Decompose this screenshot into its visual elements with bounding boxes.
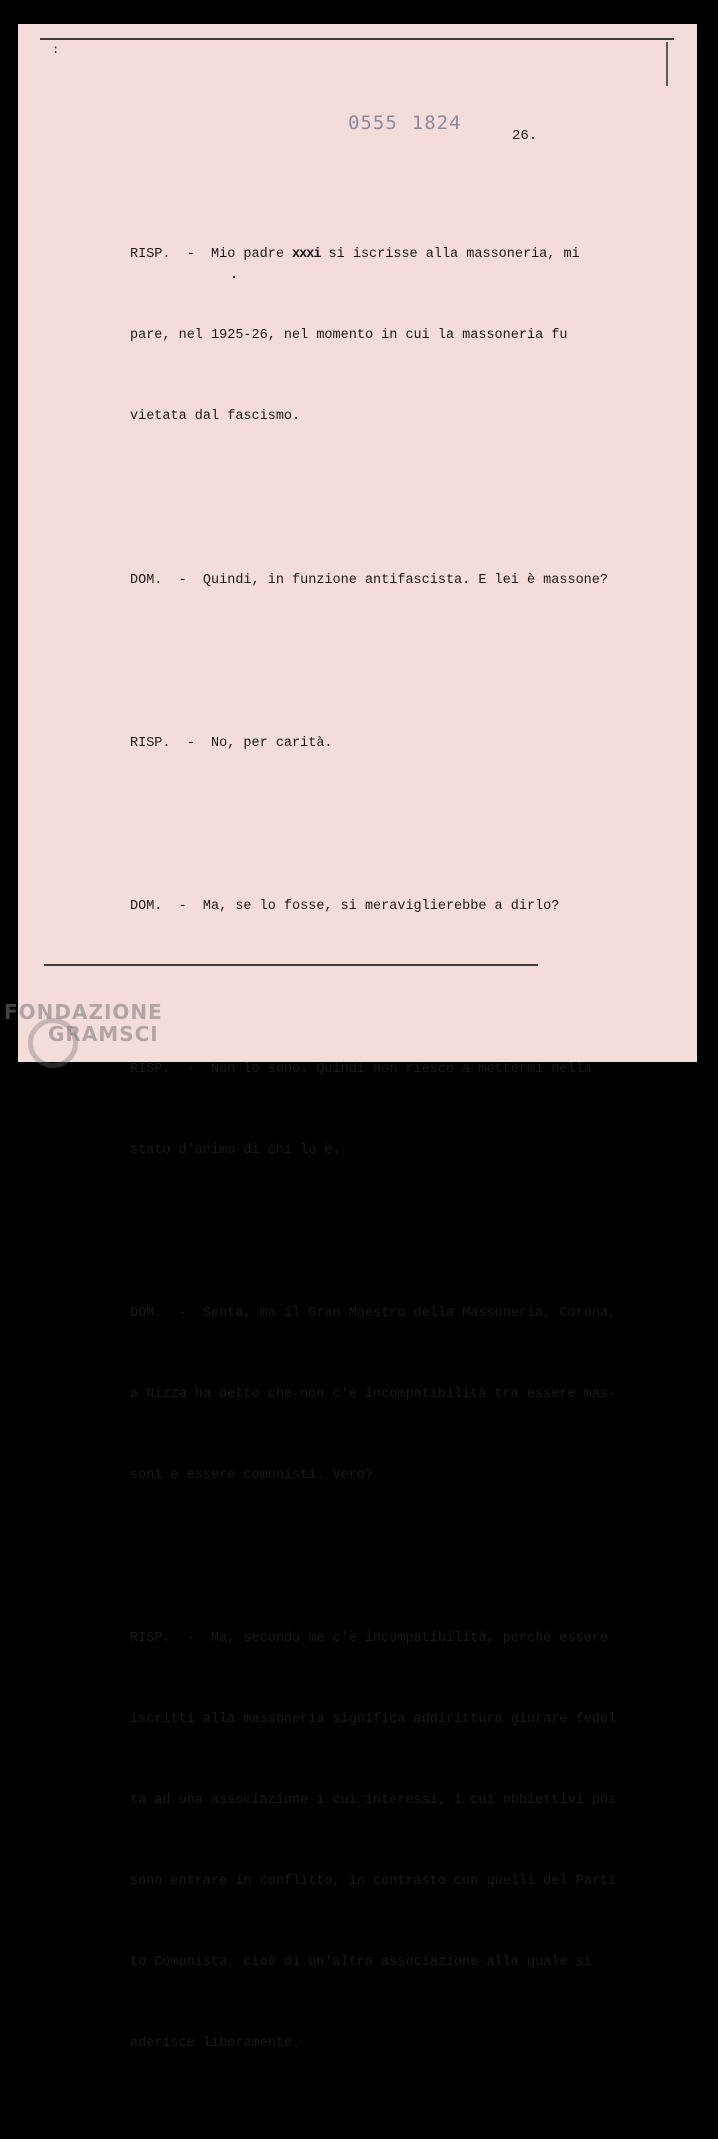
struck-out-text: xxxi [292,247,321,262]
watermark-line-2: GRAMSCI [48,1022,159,1046]
paragraph-risp-1 [130,187,640,484]
text-line: to Comunista, cioè di un'altra associazione alla quale si [130,1955,592,1970]
archive-stamp [348,112,462,134]
watermark-line-1: FONDAZIONE [4,1000,163,1024]
text-line: sono entrare in conflitto, in contrasto con quelli del Parti [130,1874,617,1889]
text-line: vietata dal fascismo. [130,409,301,424]
top-rule [40,38,674,40]
text-line: DOM. - Senta, ma il Gran Maestro della Massoneria, Corona, [130,1306,617,1321]
transcript-body [130,187,640,2139]
text-line: soni e essere comunisti. Vero? [130,1468,374,1483]
stamp-number-left: 0555 [348,112,398,134]
paragraph-dom-2 [130,839,640,974]
edge-mark [666,42,668,86]
stamp-number-right: 1824 [411,112,462,134]
text-line: stato d'animo di chi lo è. [130,1143,341,1158]
bottom-rule [44,964,538,966]
paragraph-dom-3 [130,1246,640,1543]
paragraph-risp-2 [130,676,640,811]
text-line: RISP. - Mio padre xxxi si iscrisse alla massoneria, mi [130,247,580,262]
text-line: RISP. - Non lo sono. Quindi non riesco a mettermi nella [130,1062,592,1077]
text-line: RISP. - Ma, secondo me c'è incompatibilità, perchè essere [130,1631,608,1646]
text-line: DOM. - Quindi, in funzione antifascista. E lei è massone? [130,573,608,588]
text-line: iscritti alla massoneria significa addirittura giurare fedel [130,1712,617,1727]
watermark [4,1001,163,1045]
text-line: DOM. - Ma, se lo fosse, si meraviglierebbe a dirlo? [130,899,560,914]
text-line: tà ad una associazione i cui interessi, i cui obbiettivi pos [130,1793,617,1808]
text-line: pare, nel 1925-26, nel momento in cui la massoneria fu [130,328,568,343]
paragraph-dom-1 [130,513,640,648]
text-line: RISP. - No, per carità. [130,736,333,751]
text-line: aderisce liberamente. [130,2036,301,2051]
text-line: a Nizza ha detto che non c'è incompatibilità tra essere mas- [130,1387,617,1402]
page-number: 26. [512,128,538,144]
paragraph-risp-4 [130,1571,640,2111]
corner-marks: : [52,42,60,56]
document-page [18,24,697,2051]
paragraph-risp-3 [130,1002,640,1218]
